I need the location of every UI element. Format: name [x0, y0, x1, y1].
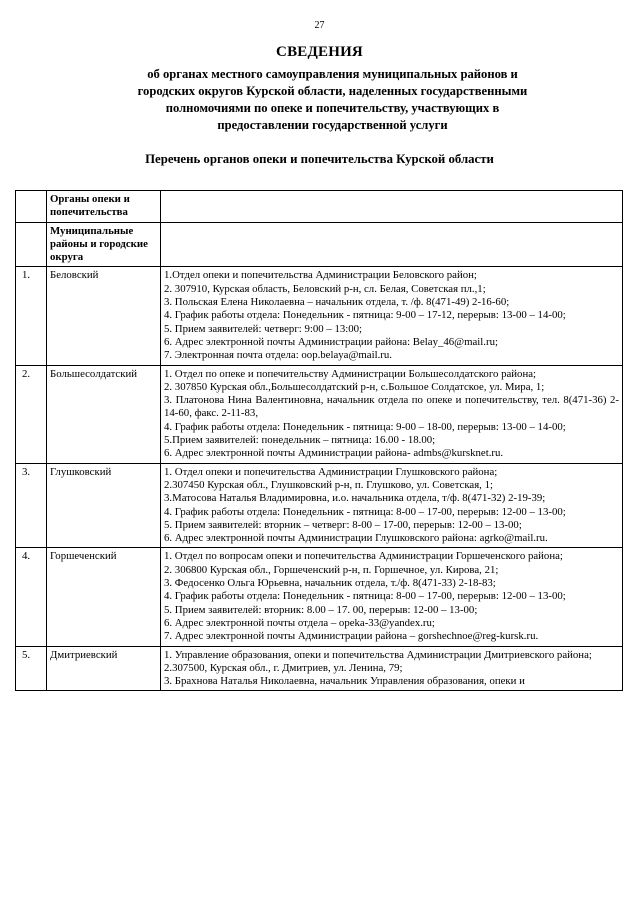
table-header-row	[16, 222, 623, 267]
info-line: 6. Адрес электронной почты Администрации района- admbs@kursknet.ru.	[164, 447, 504, 460]
info-line: 2.307450 Курская обл., Глушковский р-н, п. Глушково, ул. Советская, 1;	[164, 478, 493, 491]
guardianship-table	[15, 190, 623, 691]
row-number: 5.	[16, 646, 47, 691]
table-row	[16, 267, 623, 365]
info-line: 1. Управление образования, опеки и попечительства Администрации Дмитриевского района;	[164, 648, 592, 661]
table-header-row	[16, 191, 623, 223]
table-row	[16, 365, 623, 463]
district-info	[161, 267, 623, 365]
district-name: Беловский	[47, 267, 161, 365]
subtitle-line: городских округов Курской области, наделенных государственными	[137, 84, 528, 98]
subtitle-line: предоставлении государственной услуги	[217, 118, 448, 132]
info-line: 1. Отдел опеки и попечительства Администрации Глушковского района;	[164, 465, 498, 478]
info-line: 6. Адрес электронной почты Администрации района: Belay_46@mail.ru;	[164, 335, 499, 348]
info-line: 5. Прием заявителей: четверг: 9:00 – 13:00;	[164, 322, 363, 335]
header-cell-empty	[16, 222, 47, 267]
district-name: Горшеченский	[47, 548, 161, 646]
table-row	[16, 548, 623, 646]
district-name: Большесолдатский	[47, 365, 161, 463]
subtitle-line: об органах местного самоуправления муниципальных районов и	[147, 67, 518, 81]
row-number: 4.	[16, 548, 47, 646]
info-line: 4. График работы отдела: Понедельник - пятница: 9-00 – 18-00, перерыв: 13-00 – 14-00;	[164, 420, 566, 433]
table-row	[16, 646, 623, 691]
info-line: 2. 307910, Курская область, Беловский р-н, сл. Белая, Советская пл.,1;	[164, 282, 486, 295]
info-line: 1. Отдел по опеке и попечительству Администрации Большесолдатского района;	[164, 367, 537, 380]
header-cell-empty	[16, 191, 47, 223]
row-number: 1.	[16, 267, 47, 365]
table-row	[16, 463, 623, 548]
document-title: СВЕДЕНИЯ	[276, 44, 363, 60]
page-number: 27	[314, 20, 325, 31]
info-line: 3. Брахнова Наталья Николаевна, начальник Управления образования, опеки и	[164, 675, 525, 688]
info-line: 3.Матосова Наталья Владимировна, и.о. начальника отдела, т/ф. 8(471-32) 2-19-39;	[164, 492, 546, 505]
list-title: Перечень органов опеки и попечительства Курской области	[145, 152, 494, 166]
header-cell-empty	[161, 222, 623, 267]
info-line: 5. Прием заявителей: вторник – четверг: 8-00 – 17-00, перерыв: 12-00 – 13-00;	[164, 518, 522, 531]
district-info	[161, 646, 623, 691]
info-line: 5. Прием заявителей: вторник: 8.00 – 17. 00, перерыв: 12-00 – 13-00;	[164, 603, 478, 616]
info-line: 2.307500, Курская обл., г. Дмитриев, ул. Ленина, 79;	[164, 661, 403, 674]
district-info	[161, 463, 623, 548]
header-organs: Органы опеки и попечительства	[47, 191, 161, 223]
row-number: 2.	[16, 365, 47, 463]
info-line: 5.Прием заявителей: понедельник – пятница: 16.00 - 18.00;	[164, 434, 436, 447]
header-cell-empty	[161, 191, 623, 223]
info-line: 6. Адрес электронной почты Администрации Глушковского района: agrko@mail.ru.	[164, 532, 548, 545]
info-line: 4. График работы отдела: Понедельник - пятница: 8-00 – 17-00, перерыв: 12-00 – 13-00;	[164, 505, 566, 518]
document-subtitle	[40, 66, 625, 134]
info-line: 3. Платонова Нина Валентиновна, начальник отдела по опеке и попечительству, тел. 8(471-36) 2-14-60, факс. 2-11-83,	[164, 394, 619, 420]
info-line: 7. Электронная почта отдела: oop.belaya@mail.ru.	[164, 349, 392, 362]
info-line: 2. 306800 Курская обл., Горшеченский р-н, п. Горшечное, ул. Кирова, 21;	[164, 563, 499, 576]
district-name: Дмитриевский	[47, 646, 161, 691]
info-line: 2. 307850 Курская обл.,Большесолдатский р-н, с.Большое Солдатское, ул. Мира, 1;	[164, 380, 545, 393]
district-name: Глушковский	[47, 463, 161, 548]
info-line: 6. Адрес электронной почты отдела – opeka-33@yandex.ru;	[164, 616, 435, 629]
info-line: 4. График работы отдела: Понедельник - пятница: 8-00 – 17-00, перерыв: 12-00 – 13-00;	[164, 590, 566, 603]
info-line: 1. Отдел по вопросам опеки и попечительства Администрации Горшеченского района;	[164, 550, 563, 563]
header-districts: Муниципальные районы и городские округа	[47, 222, 161, 267]
info-line: 4. График работы отдела: Понедельник - пятница: 9-00 – 17-12, перерыв: 13-00 – 14-00;	[164, 309, 566, 322]
info-line: 3. Польская Елена Николаевна – начальник отдела, т. /ф. 8(471-49) 2-16-60;	[164, 296, 510, 309]
info-line: 1.Отдел опеки и попечительства Администрации Беловского район;	[164, 269, 477, 282]
district-info	[161, 548, 623, 646]
subtitle-line: полномочиями по опеке и попечительству, участвующих в	[165, 101, 500, 115]
info-line: 3. Федосенко Ольга Юрьевна, начальник отдела, т./ф. 8(471-33) 2-18-83;	[164, 577, 496, 590]
district-info	[161, 365, 623, 463]
row-number: 3.	[16, 463, 47, 548]
info-line: 7. Адрес электронной почты Администрации района – gorshechnoe@reg-kursk.ru.	[164, 630, 539, 643]
